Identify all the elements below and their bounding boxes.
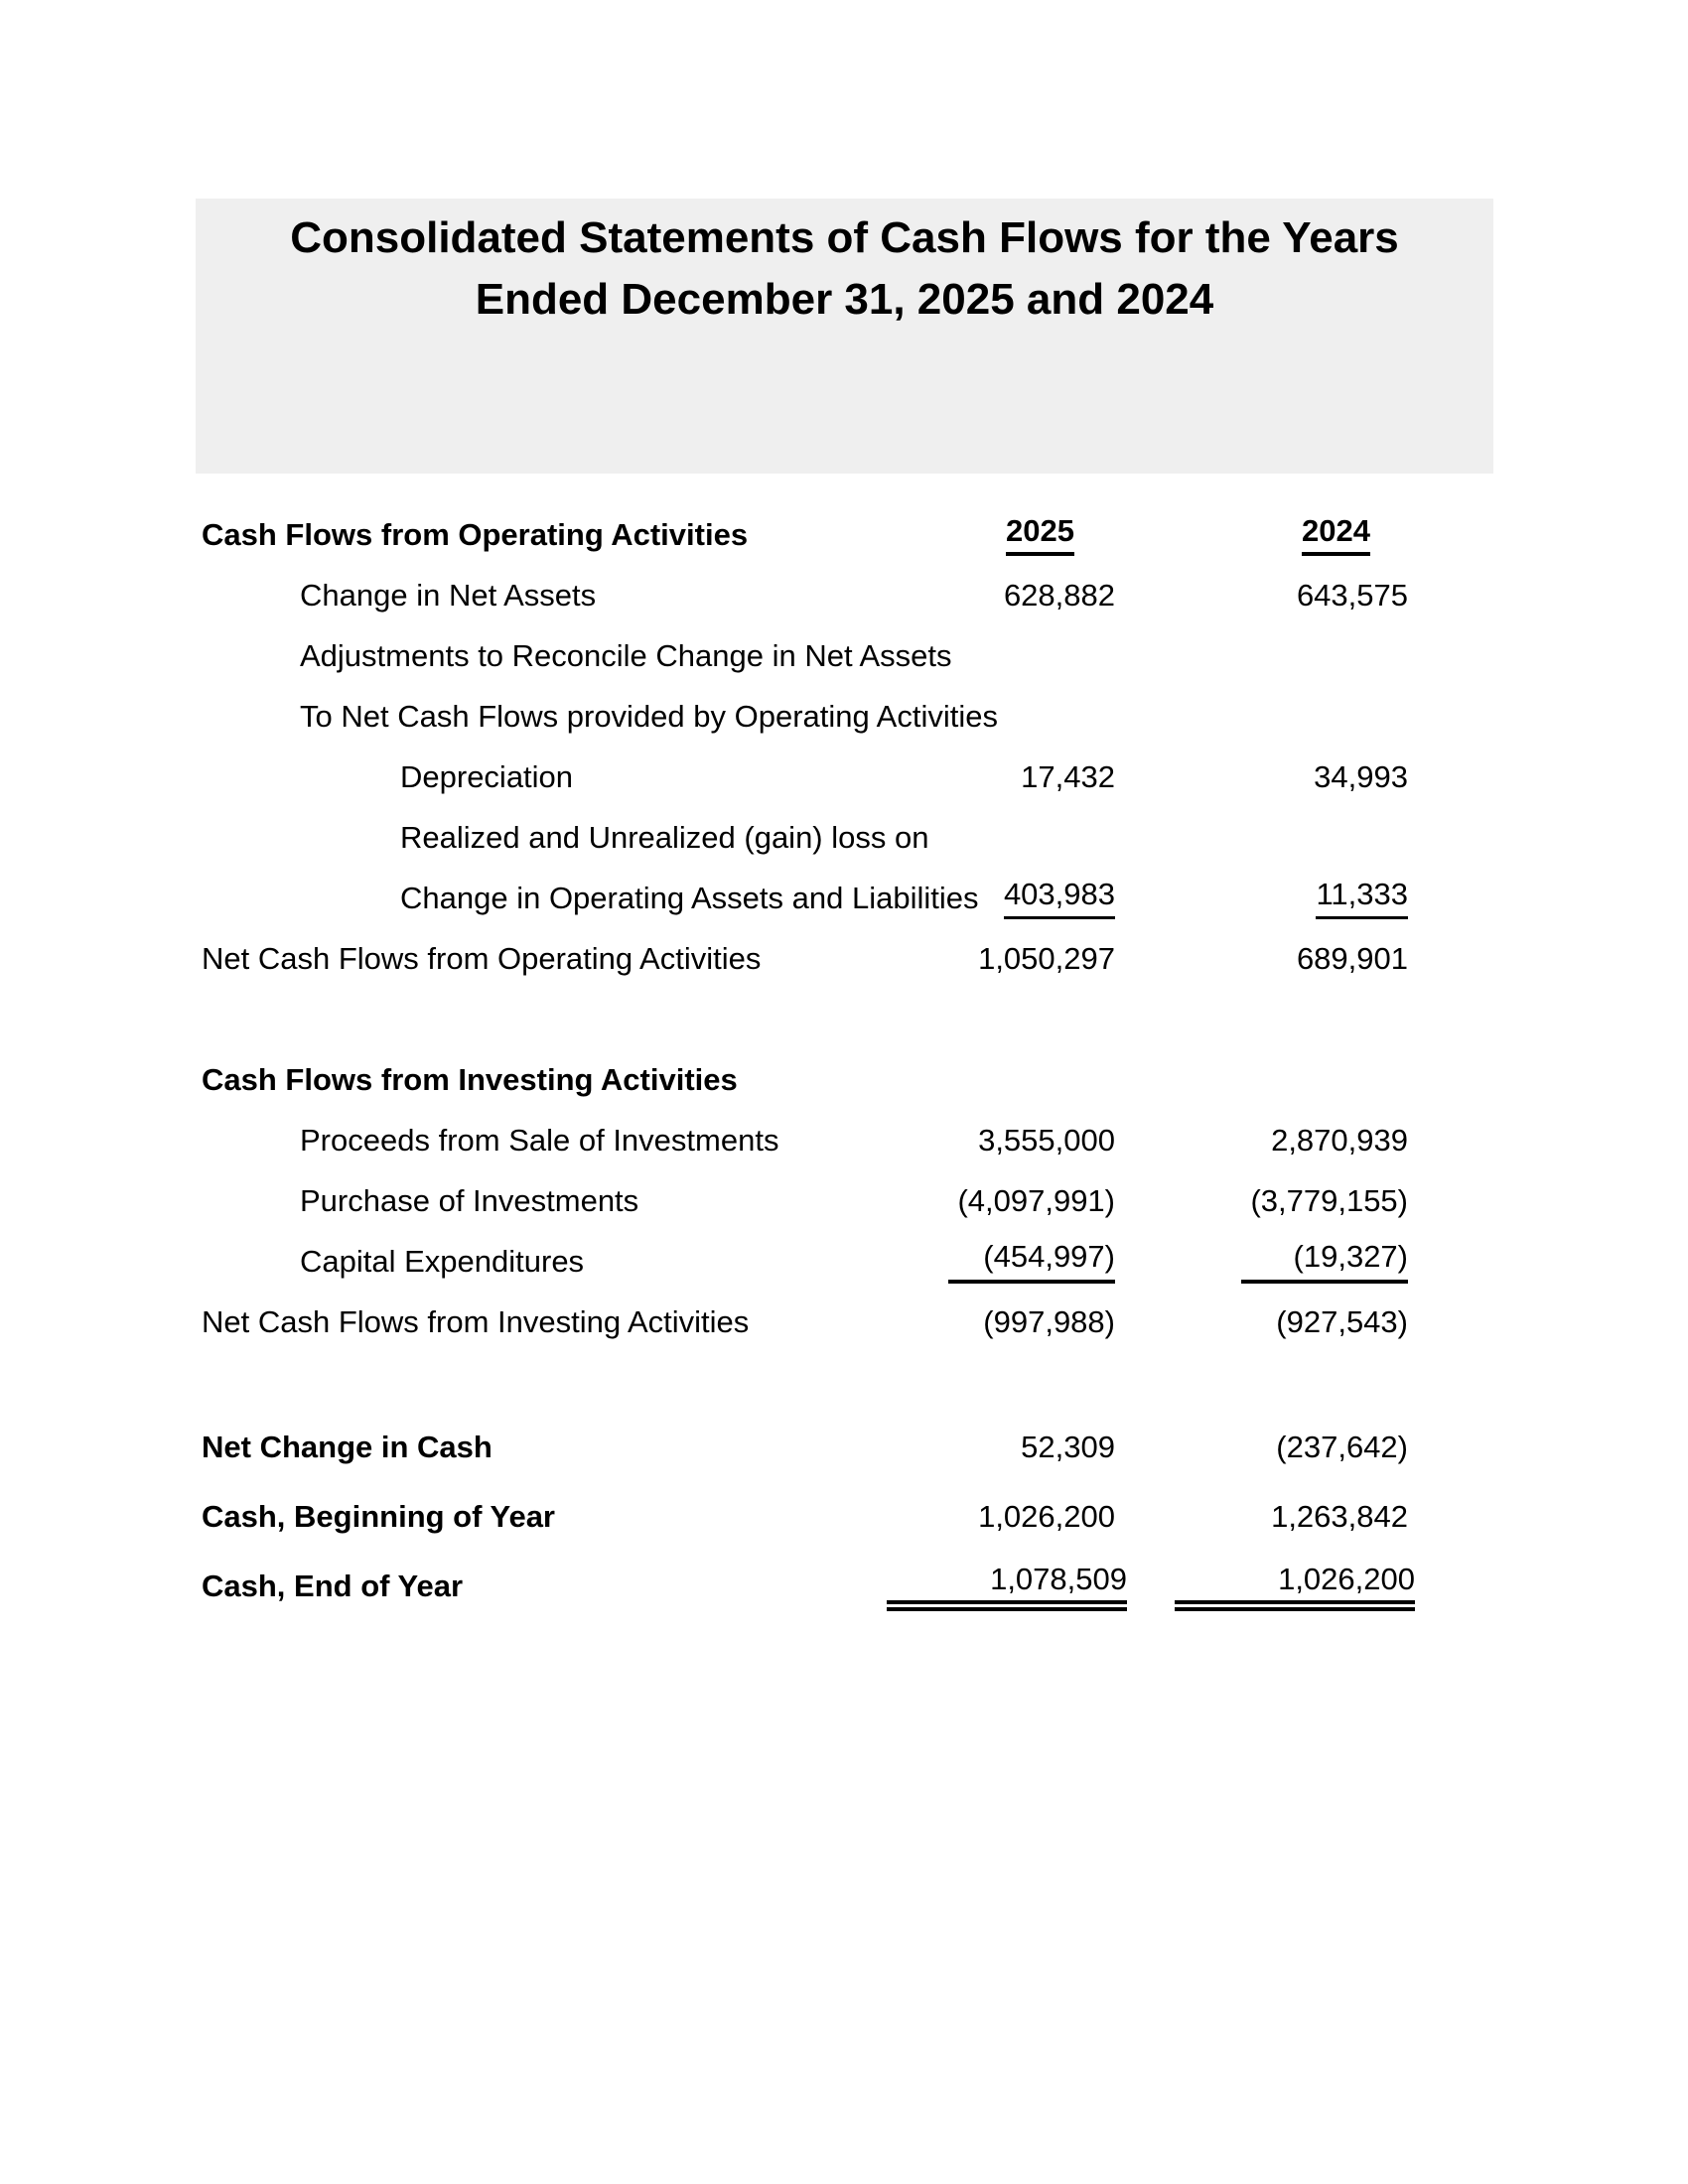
underlined-value: 403,983 (1004, 877, 1115, 919)
row-label: Net Cash Flows from Operating Activities (202, 940, 762, 976)
column-header-2025 (887, 513, 1115, 556)
statement-table (202, 504, 1415, 1621)
double-rule-value: 1,078,509 (887, 1562, 1127, 1611)
value-2024 (1175, 1239, 1408, 1284)
column-header-2024 (1175, 513, 1408, 556)
row-label: Net Cash Flows from Investing Activities (202, 1303, 750, 1339)
row-label: Purchase of Investments (300, 1182, 639, 1218)
value-2025 (887, 877, 1115, 919)
row-depreciation (202, 747, 1408, 807)
subtotal-rule-value: (19,327) (1241, 1239, 1408, 1284)
row-change-in-operating-assets-liabilities (202, 868, 1408, 928)
row-cash-beginning-of-year (202, 1482, 1408, 1552)
section-heading-row-investing (202, 1049, 1408, 1110)
section-heading-operating: Cash Flows from Operating Activities (202, 516, 749, 552)
row-label: Realized and Unrealized (gain) loss on (400, 819, 929, 855)
value-2025 (887, 1239, 1115, 1284)
section-heading-row-operating (202, 504, 1408, 565)
value-2025 (887, 1562, 1127, 1611)
section-gap (202, 989, 1408, 1049)
value-2025: 17,432 (1021, 758, 1115, 794)
value-2025: (4,097,991) (957, 1182, 1115, 1218)
document-title-block (196, 199, 1493, 474)
value-2024 (1175, 877, 1408, 919)
value-2024: (3,779,155) (1250, 1182, 1408, 1218)
total-row-investing (202, 1292, 1408, 1352)
row-label: Proceeds from Sale of Investments (300, 1122, 779, 1158)
row-cash-end-of-year (202, 1552, 1415, 1621)
underlined-value: 11,333 (1316, 877, 1408, 919)
value-2025: 3,555,000 (978, 1122, 1115, 1158)
row-label: To Net Cash Flows provided by Operating Activities (300, 698, 998, 734)
document-title-line-1: Consolidated Statements of Cash Flows for the Years (290, 213, 1399, 262)
value-2024: (237,642) (1276, 1430, 1408, 1464)
row-label: Change in Net Assets (300, 577, 597, 613)
value-2024: 689,901 (1296, 940, 1408, 976)
value-2024: 34,993 (1314, 758, 1408, 794)
value-2024: (927,543) (1276, 1303, 1408, 1339)
document-title-line-2: Ended December 31, 2025 and 2024 (475, 275, 1214, 324)
row-net-change-in-cash (202, 1413, 1408, 1482)
value-2025: 1,050,297 (978, 940, 1115, 976)
row-label: Cash, End of Year (202, 1569, 464, 1603)
row-adjustments-to-reconcile (202, 625, 1408, 686)
row-label: Net Change in Cash (202, 1430, 492, 1464)
value-2025: 52,309 (1021, 1430, 1115, 1464)
value-2025: 1,026,200 (978, 1499, 1115, 1534)
row-to-net-cash-flows-provided (202, 686, 1408, 747)
total-row-operating (202, 928, 1408, 989)
section-gap (202, 1352, 1408, 1413)
row-label: Depreciation (400, 758, 574, 794)
row-label: Change in Operating Assets and Liabilities (400, 880, 979, 915)
value-2024: 643,575 (1296, 577, 1408, 613)
value-2025: 628,882 (1003, 577, 1115, 613)
row-proceeds-from-sale-of-investments (202, 1110, 1408, 1170)
column-header-2025-text: 2025 (1006, 513, 1074, 556)
double-rule-value: 1,026,200 (1175, 1562, 1415, 1611)
value-2024 (1175, 1562, 1415, 1611)
value-2024: 1,263,842 (1271, 1499, 1408, 1534)
value-2024: 2,870,939 (1271, 1122, 1408, 1158)
row-label: Capital Expenditures (300, 1243, 585, 1279)
subtotal-rule-value: (454,997) (948, 1239, 1115, 1284)
row-label: Adjustments to Reconcile Change in Net Assets (300, 637, 952, 673)
row-realized-unrealized-gain-loss (202, 807, 1408, 868)
row-change-in-net-assets (202, 565, 1408, 625)
value-2025: (997,988) (983, 1303, 1115, 1339)
column-header-2024-text: 2024 (1302, 513, 1370, 556)
row-capital-expenditures (202, 1231, 1408, 1292)
section-heading-investing: Cash Flows from Investing Activities (202, 1061, 738, 1097)
row-label: Cash, Beginning of Year (202, 1499, 556, 1534)
row-purchase-of-investments (202, 1170, 1408, 1231)
